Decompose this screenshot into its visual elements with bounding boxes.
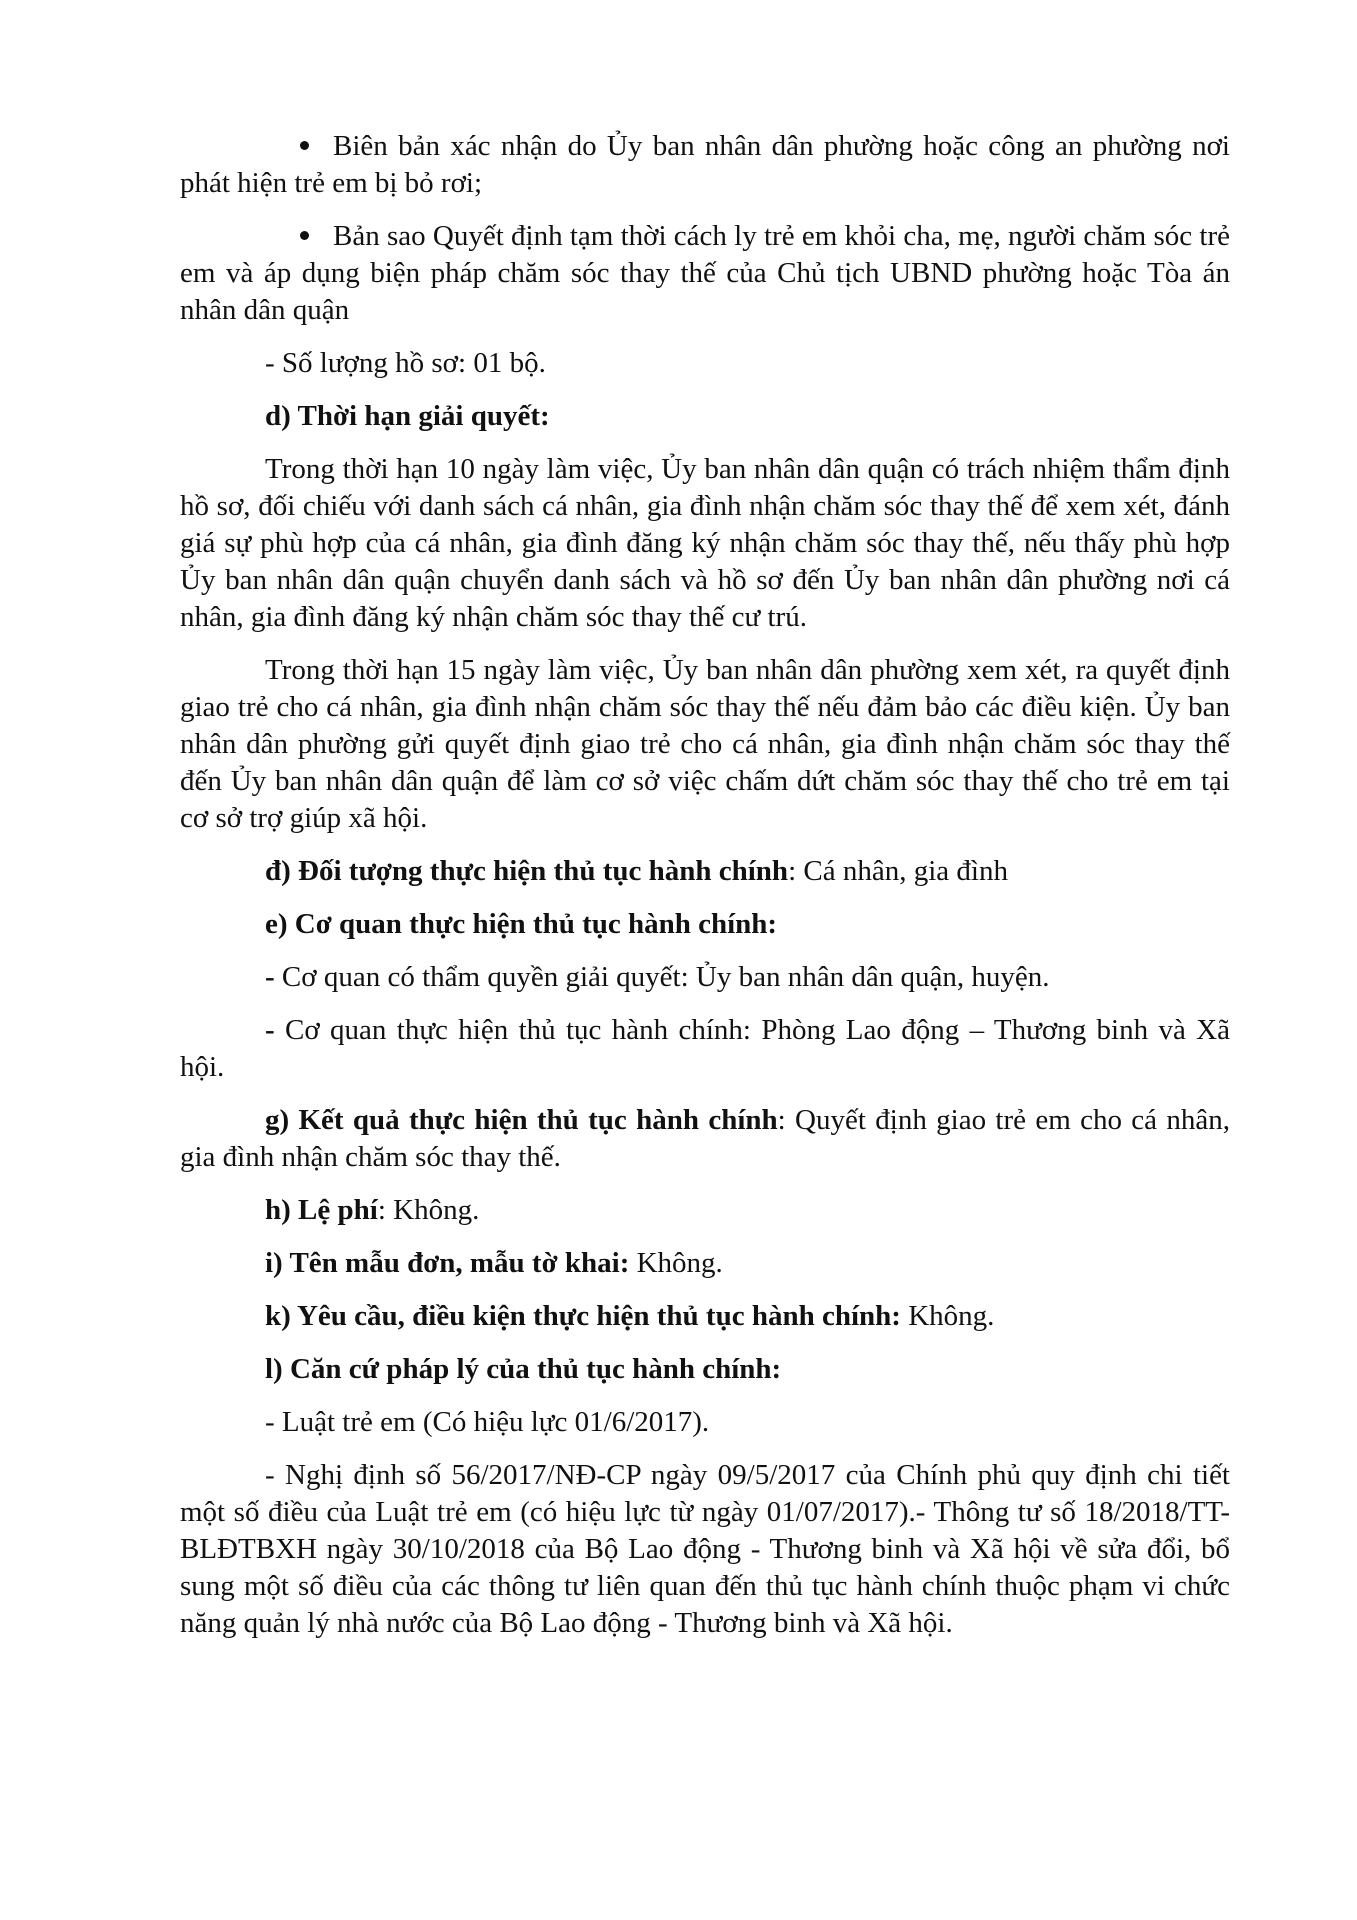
section-g-label: g) Kết quả thực hiện thủ tục hành chính <box>265 1104 778 1136</box>
section-e-item-1 <box>180 959 1230 996</box>
section-dd-label: đ) Đối tượng thực hiện thủ tục hành chính <box>265 855 789 887</box>
section-l-item-1: - Luật trẻ em (Có hiệu lực 01/6/2017). <box>265 1406 710 1438</box>
section-e-item-1-text: Cơ quan có thẩm quyền giải quyết: Ủy ban nhân dân quận, huyện. <box>274 961 1050 993</box>
section-h <box>180 1192 1230 1229</box>
bullet-text: Bản sao Quyết định tạm thời cách ly trẻ em khỏi cha, mẹ, người chăm sóc trẻ em và áp dụng biện pháp chăm sóc thay thế của Chủ tịch UBND phường hoặc Tòa án nhân dân quận <box>180 220 1230 326</box>
section-g <box>180 1102 1230 1176</box>
document-body <box>180 128 1230 1658</box>
bullet-dot-icon <box>300 231 309 240</box>
section-e-item-2-dash: - <box>265 1014 275 1046</box>
section-d-heading <box>180 398 1230 435</box>
section-e-heading <box>180 906 1230 943</box>
section-l-heading <box>180 1351 1230 1388</box>
section-k <box>180 1298 1230 1335</box>
section-h-label: h) Lệ phí <box>265 1194 378 1226</box>
section-g-value: : Quyết định giao trẻ em cho cá nhân, gia đình nhận chăm sóc thay thế. <box>180 1104 1230 1173</box>
section-l-title: l) Căn cứ pháp lý của thủ tục hành chính: <box>265 1353 782 1385</box>
section-h-value: : Không. <box>377 1194 480 1226</box>
section-k-label: k) Yêu cầu, điều kiện thực hiện thủ tục hành chính: <box>265 1300 901 1332</box>
section-l-item-2: - Nghị định số 56/2017/NĐ-CP ngày 09/5/2017 của Chính phủ quy định chi tiết một số điều của Luật trẻ em (có hiệu lực từ ngày 01/07/2017).- Thông tư số 18/2018/TT-BLĐTBXH ngày 30/10/2018 của Bộ Lao động - Thương binh và Xã hội về sửa đổi, bổ sung một số điều của các thông tư liên quan đến thủ tục hành chính thuộc phạm vi chức năng quản lý nhà nước của Bộ Lao động - Thương binh và Xã hội. <box>180 1459 1230 1639</box>
bullet-item <box>180 218 1230 329</box>
section-e-item-2 <box>180 1012 1230 1086</box>
section-k-value: Không. <box>900 1300 995 1332</box>
bullet-dot-icon <box>300 141 309 150</box>
section-d-paragraph-1: Trong thời hạn 10 ngày làm việc, Ủy ban nhân dân quận có trách nhiệm thẩm định hồ sơ, đối chiếu với danh sách cá nhân, gia đình nhận chăm sóc thay thế để xem xét, đánh giá sự phù hợp của cá nhân, gia đình đăng ký nhận chăm sóc thay thế, nếu thấy phù hợp Ủy ban nhân dân quận chuyển danh sách và hồ sơ đến Ủy ban nhân dân phường nơi cá nhân, gia đình đăng ký nhận chăm sóc thay thế cư trú. <box>180 453 1230 633</box>
section-i <box>180 1245 1230 1282</box>
section-i-label: i) Tên mẫu đơn, mẫu tờ khai: <box>265 1247 630 1279</box>
section-dd <box>180 853 1230 890</box>
section-e-item-2-text: Cơ quan thực hiện thủ tục hành chính: Phòng Lao động – Thương binh và Xã hội. <box>180 1014 1230 1083</box>
section-e-title: e) Cơ quan thực hiện thủ tục hành chính: <box>265 908 778 940</box>
section-d-paragraph-2: Trong thời hạn 15 ngày làm việc, Ủy ban nhân dân phường xem xét, ra quyết định giao trẻ cho cá nhân, gia đình nhận chăm sóc thay thế nếu đảm bảo các điều kiện. Ủy ban nhân dân phường gửi quyết định giao trẻ cho cá nhân, gia đình nhận chăm sóc thay thế đến Ủy ban nhân dân quận để làm cơ sở việc chấm dứt chăm sóc thay thế cho trẻ em tại cơ sở trợ giúp xã hội. <box>180 654 1230 834</box>
dossier-quantity: - Số lượng hồ sơ: 01 bộ. <box>265 347 546 379</box>
bullet-text: Biên bản xác nhận do Ủy ban nhân dân phường hoặc công an phường nơi phát hiện trẻ em bị bỏ rơi; <box>180 130 1230 199</box>
bullet-item <box>180 128 1230 202</box>
section-i-value: Không. <box>629 1247 723 1279</box>
section-dd-value: : Cá nhân, gia đình <box>788 855 1008 887</box>
section-d-title: d) Thời hạn giải quyết: <box>265 400 550 432</box>
section-e-item-1-dash: - <box>265 961 275 993</box>
